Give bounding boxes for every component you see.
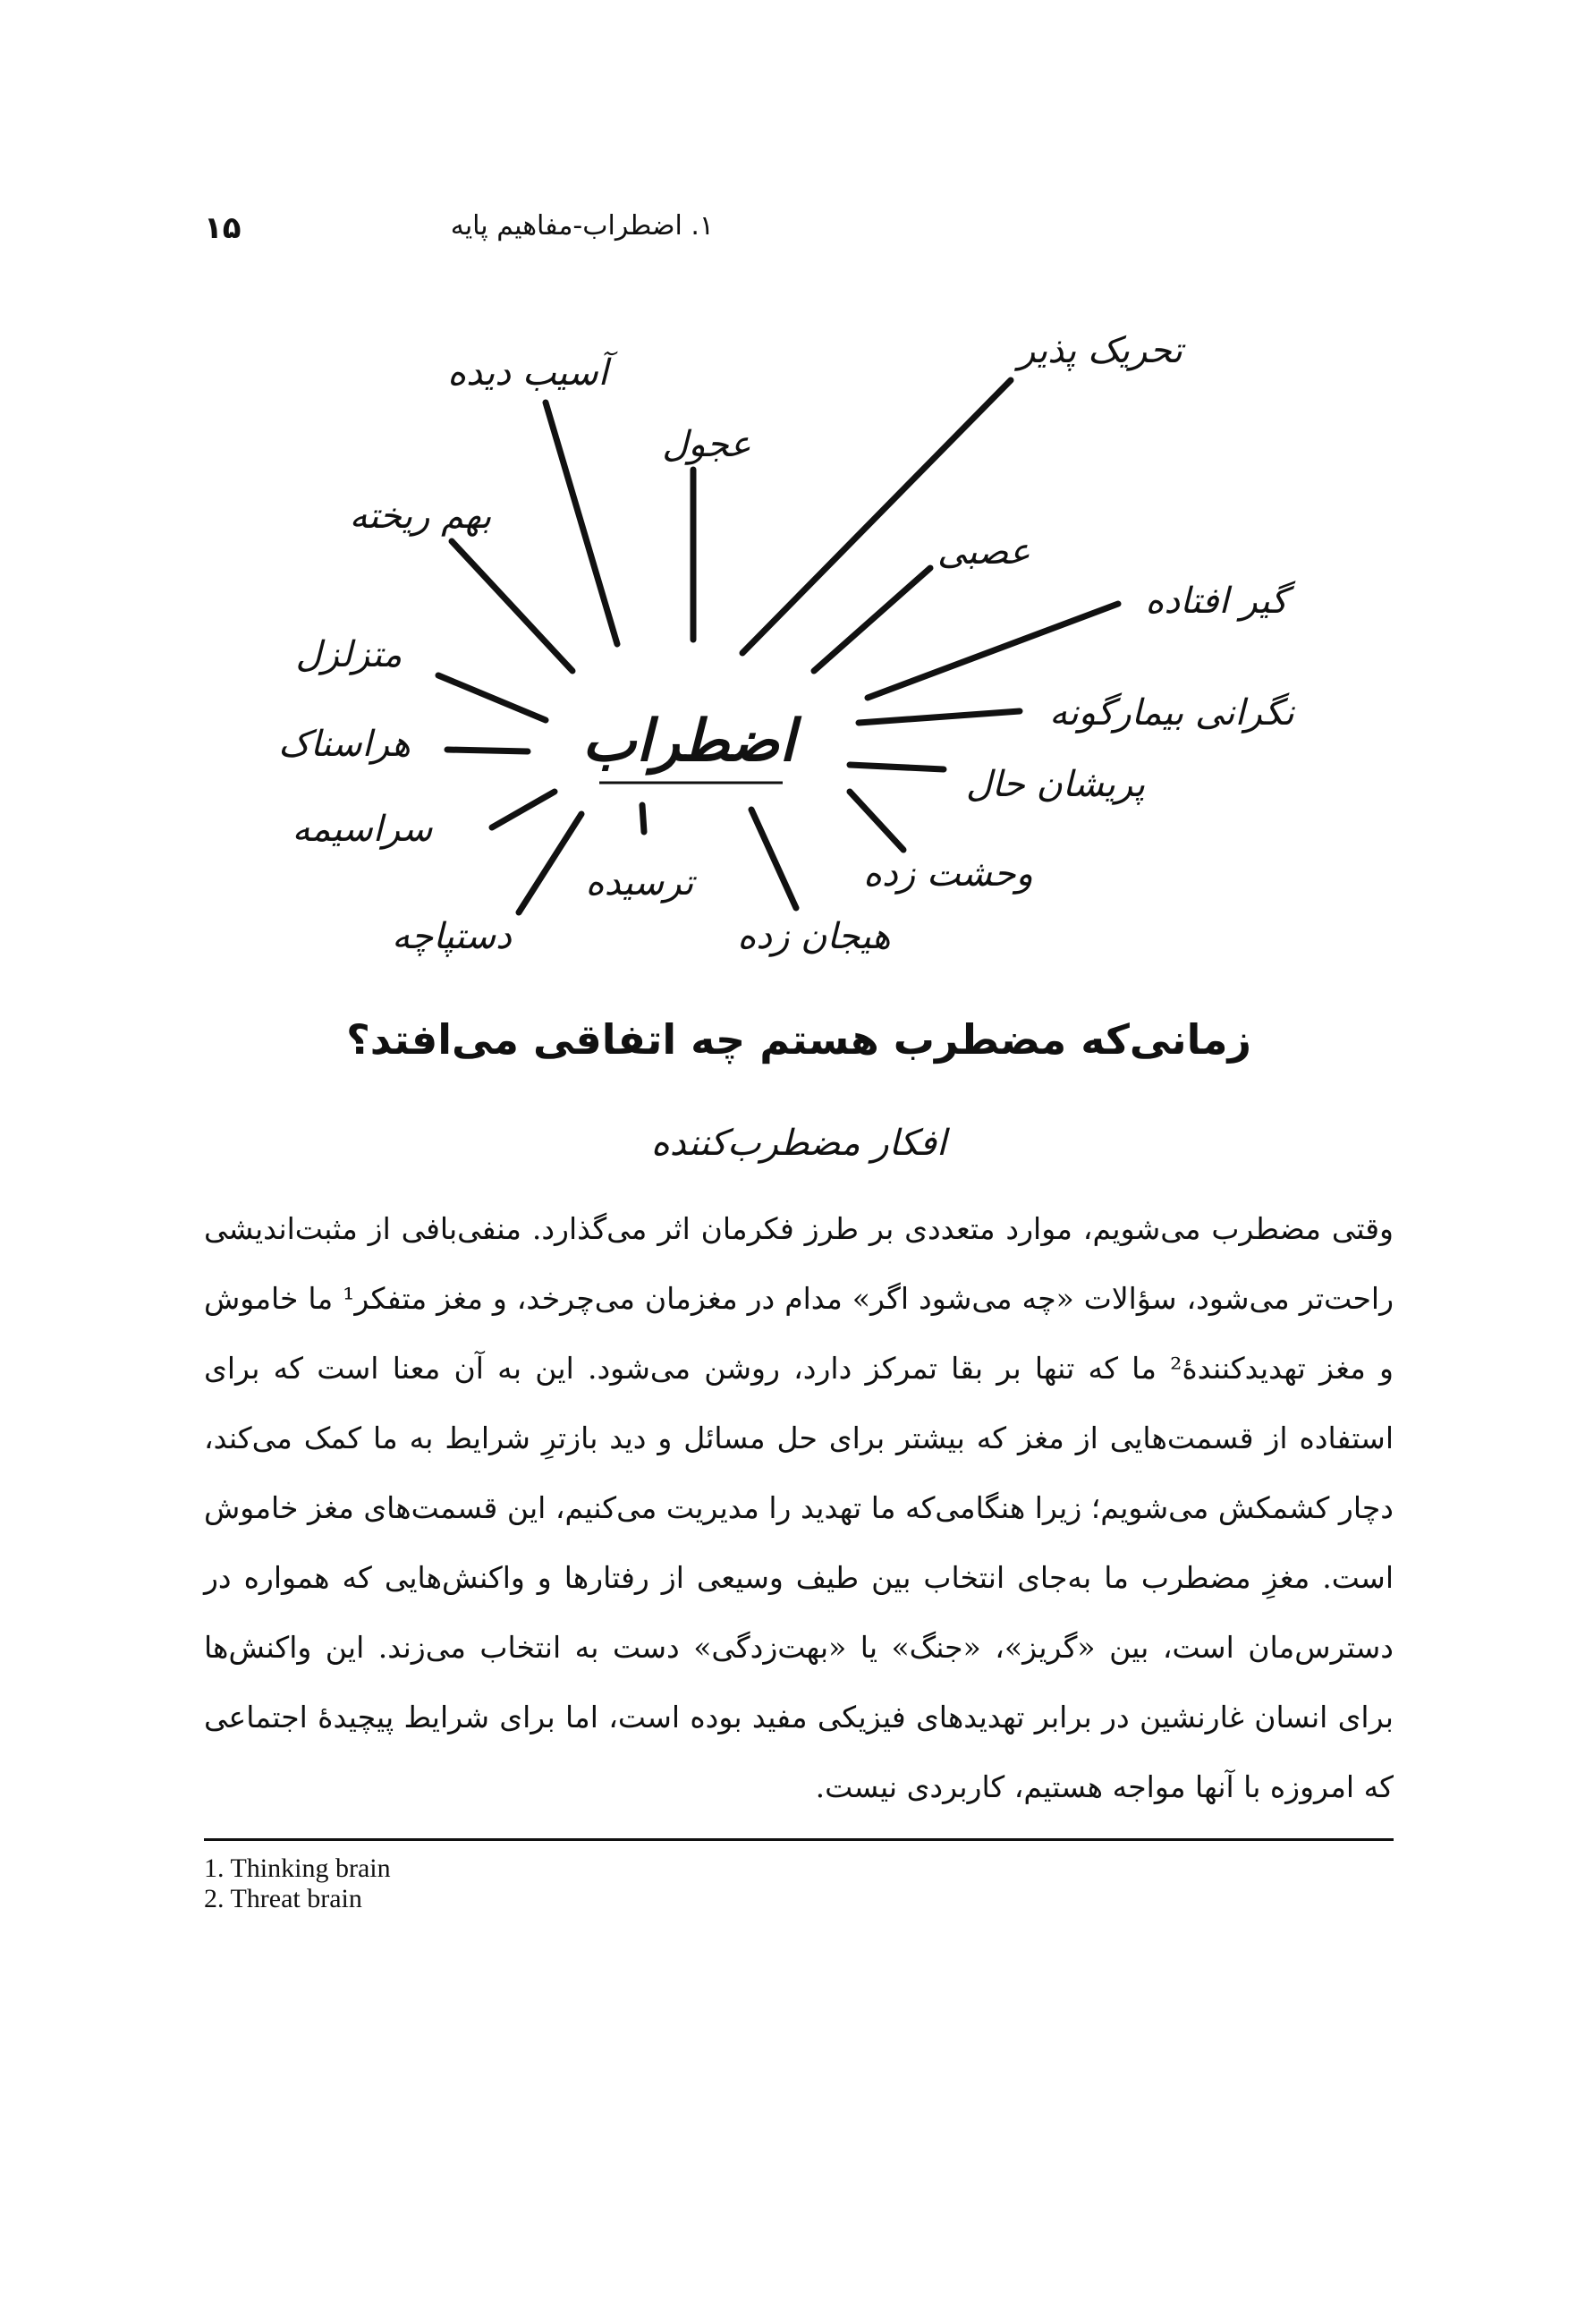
label-gir-oftadeh: گیر افتاده [1145,581,1288,622]
ray-dastpacheh [519,814,581,912]
footnote-2: 2. Threat brain [204,1884,362,1913]
label-vahshat-zadeh: وحشت زده [863,853,1033,895]
ray-beham-rikhteh [452,541,572,671]
label-dastpacheh: دستپاچه [392,916,512,957]
label-sarasimeh: سراسیمه [292,809,433,850]
label-hayajan-zadeh: هیجان زده [737,916,891,957]
ray-gir-oftadeh [868,604,1118,698]
diagram-center-label: اضطراب [582,708,795,775]
diagram-svg [224,295,1360,993]
ray-harasnak [447,750,528,751]
section-subheading: افکار مضطرب‌کننده [650,1123,947,1164]
label-parishan-hal: پریشان حال [965,764,1146,805]
page-number: ۱۵ [204,210,242,246]
label-asabi: عصبی [937,531,1030,573]
label-ajul: عجول [662,424,751,465]
running-title: ۱. اضطراب-مفاهیم پایه [450,210,714,242]
footnote-1: 1. Thinking brain [204,1853,391,1883]
ray-motezalzel [438,675,546,720]
ray-sarasimeh [492,792,555,827]
label-beham-rikhteh: بهم ریخته [349,496,492,537]
ray-tarsideh [642,805,644,832]
label-asib-dideh: آسیب دیده [447,352,608,394]
footnotes [204,1853,391,1914]
ray-hayajan [751,810,796,908]
ray-asib-dideh [546,403,617,644]
ray-parishan [850,765,944,769]
page-header [204,210,1394,264]
footnote-divider [204,1838,1394,1841]
label-tahrik-pazir: تحریک پذیر [1017,330,1183,371]
anxiety-word-diagram [224,295,1360,993]
label-harasnak: هراسناک [278,724,411,765]
ray-negarani [859,711,1020,723]
label-negarani-bimargooneh: نگرانی بیمارگونه [1049,692,1294,734]
label-motezalzel: متزلزل [295,634,403,675]
section-heading: زمانی‌که مضطرب هستم چه اتفاقی می‌افتد؟ [346,1015,1251,1064]
ray-vahshat [850,792,903,850]
body-paragraph: وقتی مضطرب می‌شویم، موارد متعددی بر طرز فکرمان اثر می‌گذارد. منفی‌بافی از مثبت‌اندیشی راحت‌تر می‌شود، سؤالات «چه می‌شود اگر» مدام در مغزمان می‌چرخد، و مغز متفکر¹ ما خاموش و مغز تهدیدکنندهٔ² ما که تنها بر بقا تمرکز دارد، روشن می‌شود. این به آن معنا است که برای استفاده از قسمت‌هایی از مغز که بیشتر برای حل مسائل و دید بازترِ شرایط به ما کمک می‌کند، دچار کشمکش می‌شویم؛ زیرا هنگامی‌که ما تهدید را مدیریت می‌کنیم، این قسمت‌های مغز خاموش است. مغزِ مضطرب ما به‌جای انتخاب بین طیف وسیعی از رفتارها و واکنش‌هایی که همواره در دسترس‌مان است، بین «گریز»، «جنگ» یا «بهت‌زدگی» دست به انتخاب می‌زند. این واکنش‌ها برای انسان غارنشین در برابر تهدیدهای فیزیکی مفید بوده است، اما برای شرایط پیچیدهٔ اجتماعی که امروزه با آنها مواجه هستیم، کاربردی نیست. [204,1211,1394,1804]
label-tarsideh: ترسیده [585,862,694,903]
ray-asabi [814,568,930,671]
